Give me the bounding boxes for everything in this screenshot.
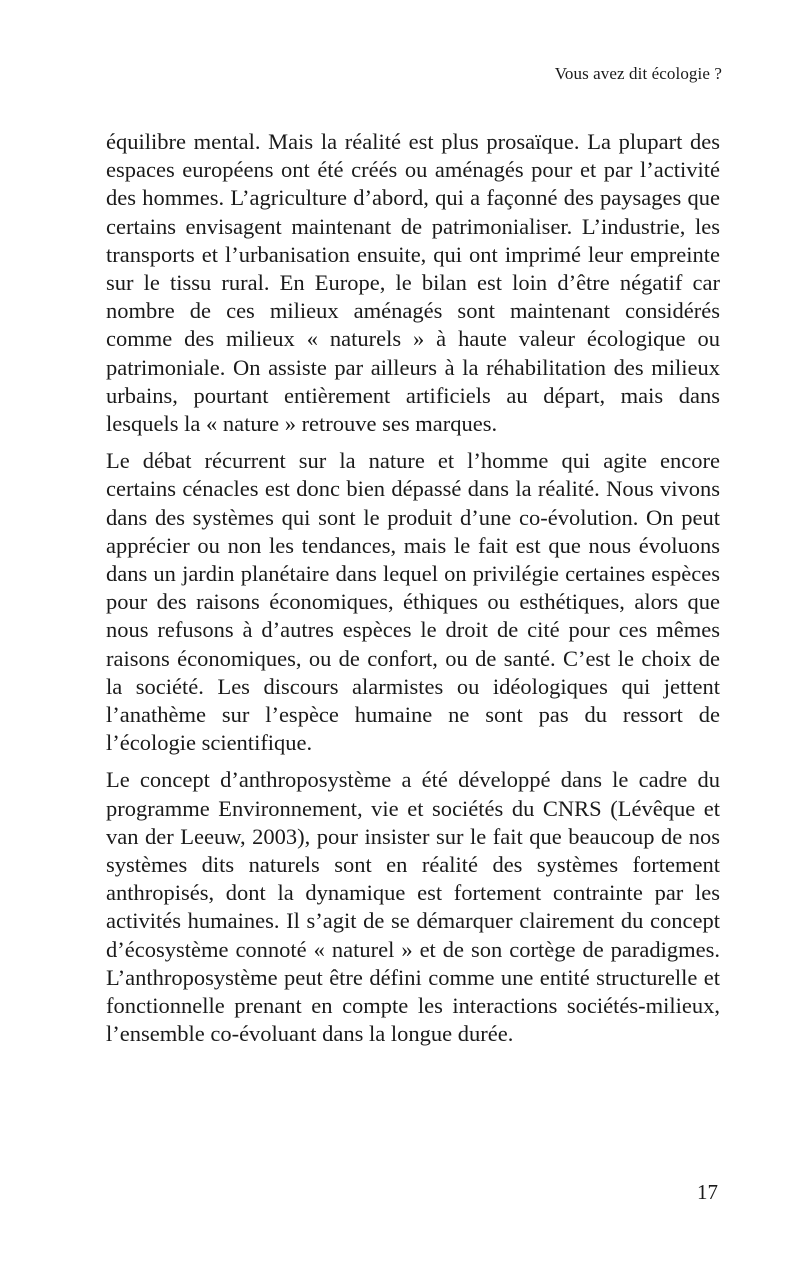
paragraph: Le concept d’anthroposystème a été développé dans le cadre du programme Environnement, vie et sociétés du CNRS (Lévêque et van der Leeuw, 2003), pour insister sur le fait que beaucoup de nos systèmes dits naturels sont en réalité des systèmes fortement anthropisés, dont la dynamique est fortement contrainte par les activités humaines. Il s’agit de se démarquer clairement du concept d’écosystème connoté « naturel » et de son cortège de paradigmes. L’anthroposystème peut être défini comme une entité structurelle et fonctionnelle prenant en compte les interactions sociétés-milieux, l’ensemble co-évoluant dans la longue durée. (106, 767, 720, 1047)
body-text (106, 128, 720, 1058)
page-number: 17 (697, 1180, 718, 1204)
paragraph: Le débat récurrent sur la nature et l’homme qui agite encore certains cénacles est donc bien dépassé dans la réalité. Nous vivons dans des systèmes qui sont le produit d’une co-évolution. On peut apprécier ou non les tendances, mais le fait est que nous évoluons dans un jardin planétaire dans lequel on privilégie certaines espèces pour des raisons économiques, éthiques ou esthétiques, alors que nous refusons à d’autres espèces le droit de cité pour ces mêmes raisons économiques, ou de confort, ou de santé. C’est le choix de la société. Les discours alarmistes ou idéologiques qui jettent l’anathème sur l’espèce humaine ne sont pas du ressort de l’écologie scientifique. (106, 448, 720, 756)
running-header: Vous avez dit écologie ? (554, 64, 722, 83)
paragraph: équilibre mental. Mais la réalité est plus prosaïque. La plupart des espaces européens ont été créés ou aménagés pour et par l’activité des hommes. L’agriculture d’abord, qui a façonné des paysages que certains envisagent maintenant de patrimonialiser. L’industrie, les transports et l’urbanisation ensuite, qui ont imprimé leur empreinte sur le tissu rural. En Europe, le bilan est loin d’être négatif car nombre de ces milieux aménagés sont maintenant considérés comme des milieux « naturels » à haute valeur écologique ou patrimoniale. On assiste par ailleurs à la réhabilitation des milieux urbains, pourtant entièrement artificiels au départ, mais dans lesquels la « nature » retrouve ses marques. (106, 129, 720, 437)
